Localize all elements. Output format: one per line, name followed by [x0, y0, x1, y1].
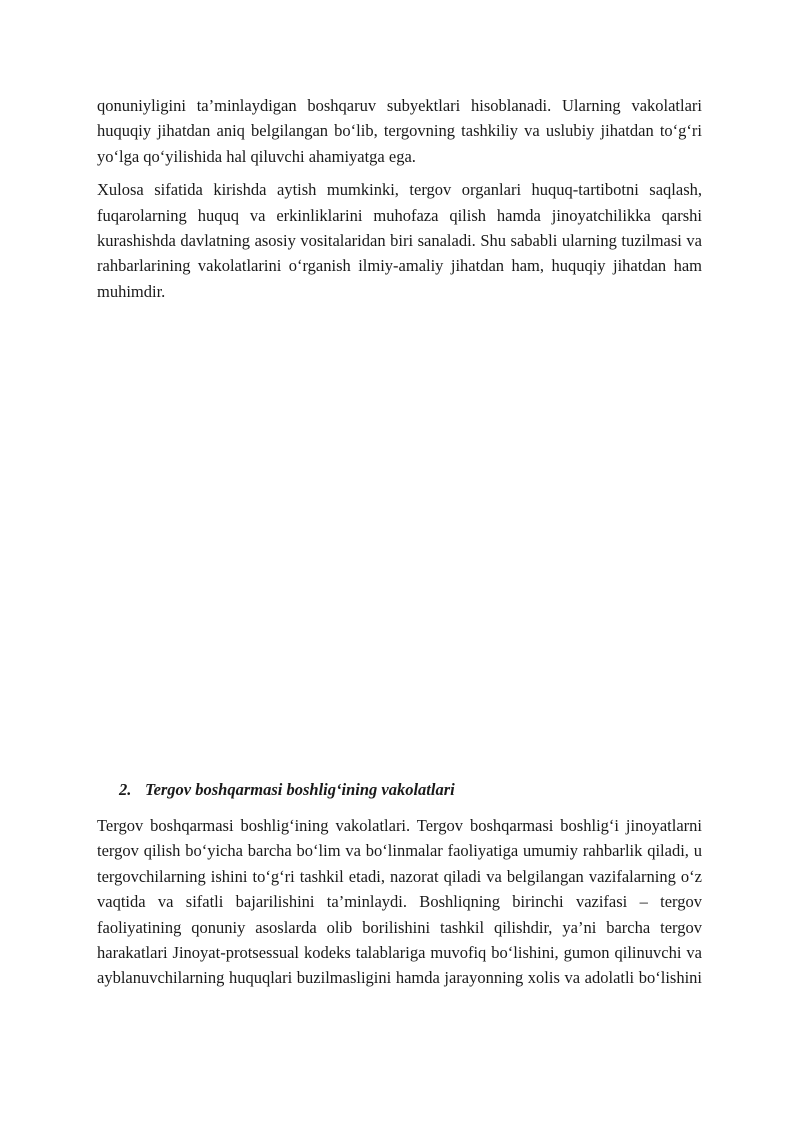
section-number: 2. [119, 780, 132, 799]
paragraph-conclusion: Xulosa sifatida kirishda aytish mumkinki, tergov organlari huquq-tartibotni saqlash, fuqarolarning huquq va erkinliklarini muhofaza qilish hamda jinoyatchilikka qarshi kurashishda davlatning asosiy vositalaridan biri sanaladi. Shu sababli ularning tuzilmasi va rahbarlarining vakolatlarini o‘rganish ilmiy-amaliy jihatdan ham, huquqiy jihatdan ham muhimdir. [97, 180, 702, 301]
section-title: Tergov boshqarmasi boshlig‘ining vakolatlari [145, 780, 455, 799]
section-heading [119, 779, 702, 801]
document-page [97, 93, 702, 1123]
intro-text-block [97, 93, 702, 304]
paragraph-intro-continuation: qonuniyligini ta’minlaydigan boshqaruv subyektlari hisoblanadi. Ularning vakolatlari huquqiy jihatdan aniq belgilangan bo‘lib, tergovning tashkiliy va uslubiy jihatdan to‘g‘ri yo‘lga qo‘yilishida hal qiluvchi ahamiyatga ega. [97, 96, 702, 166]
section-paragraph: Tergov boshqarmasi boshlig‘ining vakolatlari. Tergov boshqarmasi boshlig‘i jinoyatlarni tergov qilish bo‘yicha barcha bo‘lim va bo‘linmalar faoliyatiga umumiy rahbarlik qiladi, u tergovchilarning ishini to‘g‘ri tashkil etadi, nazorat qiladi va belgilangan vazifalarning o‘z vaqtida va sifatli bajarilishini ta’minlaydi. Boshliqning birinchi vazifasi – tergov faoliyatining qonuniy asoslarda olib borilishini tashkil qilishdir, ya’ni barcha tergov harakatlari Jinoyat-protsessual kodeks talablariga muvofiq bo‘lishini, gumon qilinuvchi va ayblanuvchilarning huquqlari buzilmasligini hamda jarayonning xolis va adolatli bo‘lishini [97, 816, 702, 988]
section-2 [97, 779, 702, 991]
